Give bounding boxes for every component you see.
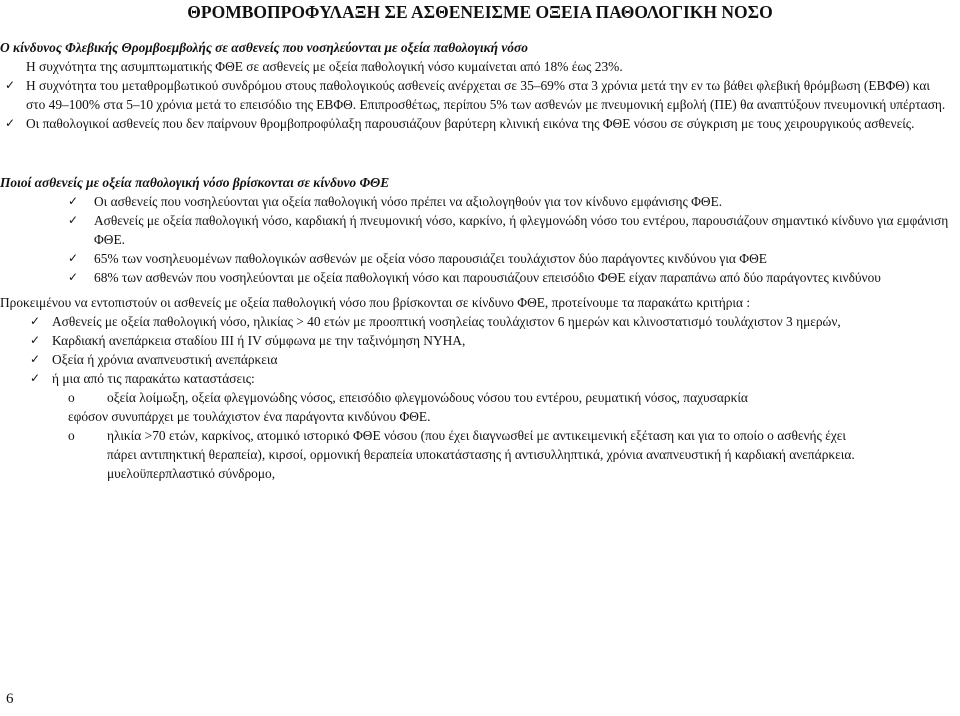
list-item xyxy=(0,331,952,350)
list-item xyxy=(0,76,952,114)
list-item xyxy=(0,249,952,268)
section-heading: Ο κίνδυνος Φλεβικής Θρομβοεμβολής σε ασθενείς που νοσηλεύονται με οξεία παθολογική νόσο xyxy=(0,40,528,55)
list-item-text: Οξεία ή χρόνια αναπνευστική ανεπάρκεια xyxy=(52,352,278,367)
list-item xyxy=(0,114,952,133)
list-item-text: Οι παθολογικοί ασθενείς που δεν παίρνουν θρομβοπροφύλαξη παρουσιάζουν βαρύτερη κλινική εικόνα της ΦΘΕ νόσου σε σύγκριση με τους χειρουργικούς ασθενείς. xyxy=(26,116,915,131)
section-criteria xyxy=(0,293,952,483)
list-item xyxy=(0,192,952,211)
section-heading: Ποιοί ασθενείς με οξεία παθολογική νόσο βρίσκονται σε κίνδυνο ΦΘΕ xyxy=(0,175,390,190)
list-item-text: Ασθενείς με οξεία παθολογική νόσο, καρδιακή ή πνευμονική νόσο, καρκίνο, ή φλεγμονώδη νόσο του εντέρου, παρουσιάζουν σημαντικό κίνδυνο για εμφάνιση ΦΘΕ. xyxy=(94,213,949,247)
bullet-icon: o xyxy=(68,428,75,443)
sub-list-item-text: οξεία λοίμωξη, οξεία φλεγμονώδης νόσος, επεισόδιο φλεγμονώδους νόσου του εντέρου, ρευματική νόσος, παχυσαρκία xyxy=(107,390,748,405)
list-item-text: Η συχνότητα του μεταθρομβωτικού συνδρόμου στους παθολογικούς ασθενείς ανέρχεται σε 35–69% στα 3 χρόνια μετά την εν τω βάθει φλεβική θρόμβωση (ΕΒΦΘ) και στο 49–100% στα 5–10 χρόνια μετά το επεισόδιο της ΕΒΦΘ. Επιπροσθέτως, περίπου 5% των ασθενών με πνευμονική εμβολή (ΠΕ) θα αναπτύξουν πνευμονική υπέρταση. xyxy=(26,78,946,112)
intro-paragraph: Η συχνότητα της ασυμπτωματικής ΦΘΕ σε ασθενείς με οξεία παθολογική νόσο κυμαίνεται από 18% έως 23%. xyxy=(26,59,623,74)
check-icon: ✓ xyxy=(30,314,41,328)
check-icon: ✓ xyxy=(30,352,41,366)
check-icon: ✓ xyxy=(5,116,16,130)
check-icon: ✓ xyxy=(68,251,79,265)
page-number: 6 xyxy=(6,691,14,707)
check-icon: ✓ xyxy=(30,371,41,385)
list-item-text: 68% των ασθενών που νοσηλεύονται με οξεία παθολογική νόσο και παρουσιάζουν επεισόδιο ΦΘΕ είχαν παραπάνω από δύο παράγοντες κινδύνου xyxy=(94,270,881,285)
list-item xyxy=(0,350,952,369)
list-item-text: Ασθενείς με οξεία παθολογική νόσο, ηλικίας > 40 ετών με προοπτική νοσηλείας τουλάχιστον 6 ημερών και κλινοστατισμό τουλάχιστον 3 ημερών, xyxy=(52,314,841,329)
sub-list-item-continuation: εφόσον συνυπάρχει με τουλάχιστον ένα παράγοντα κινδύνου ΦΘΕ. xyxy=(68,409,431,424)
list-item xyxy=(0,312,952,331)
list-item-text: Οι ασθενείς που νοσηλεύονται για οξεία παθολογική νόσο πρέπει να αξιολογηθούν για τον κίνδυνο εμφάνισης ΦΘΕ. xyxy=(94,194,723,209)
check-icon: ✓ xyxy=(68,270,79,284)
sub-list-item xyxy=(0,388,952,407)
bullet-icon: o xyxy=(68,390,75,405)
criteria-intro: Προκειμένου να εντοπιστούν οι ασθενείς με οξεία παθολογική νόσο που βρίσκονται σε κίνδυνο ΦΘΕ, προτείνουμε τα παρακάτω κριτήρια : xyxy=(0,295,751,310)
list-item xyxy=(0,369,952,388)
list-item xyxy=(0,211,952,249)
list-item-text: Καρδιακή ανεπάρκεια σταδίου ΙΙΙ ή IV σύμφωνα με την ταξινόμηση NYHA, xyxy=(52,333,466,348)
trailing-text: μυελοϋπερπλαστικό σύνδρομο, xyxy=(107,466,276,481)
list-item-text: ή μια από τις παρακάτω καταστάσεις: xyxy=(52,371,255,386)
list-item xyxy=(0,268,952,287)
page-title: ΘΡΟΜΒΟΠΡΟΦΥΛΑΞΗ ΣΕ ΑΣΘΕΝΕΙΣΜΕ ΟΞΕΙΑ ΠΑΘΟΛΟΓΙΚΗ ΝΟΣΟ xyxy=(187,2,773,22)
sub-list-item-text: ηλικία >70 ετών, καρκίνος, ατομικό ιστορικό ΦΘΕ νόσου (που έχει διαγνωσθεί με αντικειμενική εξέταση και για το οποίο ο ασθενής έχει xyxy=(107,428,846,443)
check-icon: ✓ xyxy=(5,78,16,92)
check-icon: ✓ xyxy=(68,213,79,227)
list-item-text: 65% των νοσηλευομένων παθολογικών ασθενών με οξεία νόσο παρουσιάζει τουλάχιστον δύο παράγοντες κινδύνου για ΦΘΕ xyxy=(94,251,767,266)
section-risk-vte xyxy=(0,38,952,133)
sub-list-item-continuation: πάρει αντιπηκτική θεραπεία), κιρσοί, ορμονική θεραπεία υποκατάστασης ή αντισυλληπτικά, χρόνια αναπνευστική ή καρδιακή ανεπάρκεια. xyxy=(107,447,855,462)
check-icon: ✓ xyxy=(68,194,79,208)
check-icon: ✓ xyxy=(30,333,41,347)
sub-list-item xyxy=(0,426,952,445)
section-patients-at-risk xyxy=(0,173,952,287)
